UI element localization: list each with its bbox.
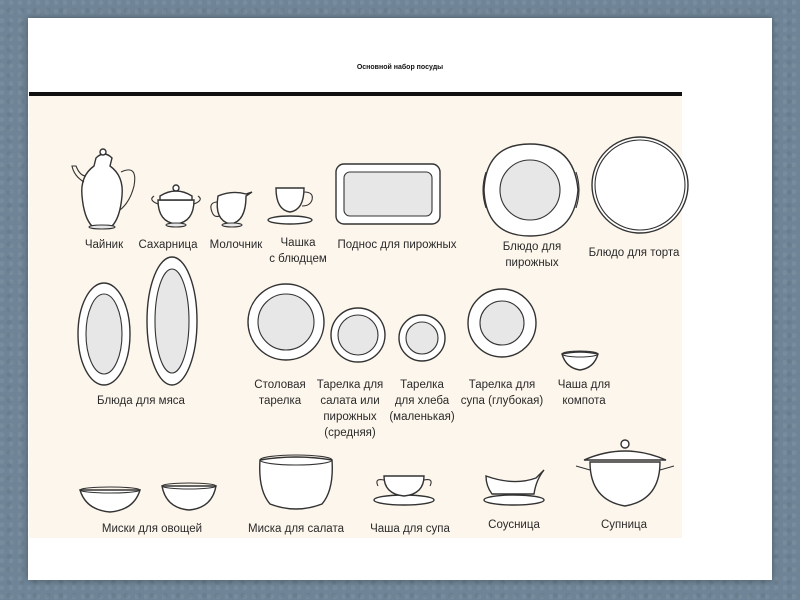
label-dinner-plate-1: Столовая	[254, 379, 306, 391]
dinner-plate-drawing	[248, 284, 324, 360]
label-salad-bowl: Миска для салата	[247, 523, 345, 535]
label-salad-plate-3: пирожных	[323, 411, 377, 423]
label-bread-plate-1: Тарелка	[400, 379, 444, 391]
teapot-drawing	[72, 149, 135, 229]
label-sugar-bowl: Сахарница	[138, 239, 198, 251]
meat-platters-drawing	[78, 257, 197, 385]
label-bread-plate-3: (маленькая)	[389, 411, 455, 423]
pastry-dish-drawing	[483, 144, 579, 236]
label-cake-dish: Блюдо для торта	[588, 247, 680, 259]
label-creamer: Молочник	[209, 239, 263, 251]
label-dinner-plate-2: тарелка	[258, 395, 302, 407]
gravy-boat-drawing	[484, 470, 544, 505]
label-pastry-dish-1: Блюдо для	[502, 241, 562, 253]
soup-cup-drawing	[374, 476, 434, 505]
compote-bowl-drawing	[562, 351, 598, 370]
label-pastry-tray: Поднос для пирожных	[337, 239, 457, 251]
label-salad-plate-1: Тарелка для	[316, 379, 384, 391]
label-compote-bowl-1: Чаша для	[557, 379, 611, 391]
label-bread-plate-2: для хлеба	[394, 395, 450, 407]
sugar-bowl-drawing	[152, 185, 201, 227]
slide-title: Основной набор посуды	[356, 64, 444, 71]
label-cup-saucer-1: Чашка	[280, 237, 316, 249]
bread-plate-drawing	[399, 315, 445, 361]
label-soup-plate-2: супа (глубокая)	[460, 395, 544, 407]
label-soup-cup: Чаша для супа	[370, 523, 450, 535]
label-vegetable-bowls: Миски для овощей	[101, 523, 203, 535]
creamer-drawing	[211, 192, 252, 227]
tureen-drawing	[576, 440, 674, 506]
label-teapot: Чайник	[84, 239, 124, 251]
salad-plate-drawing	[331, 308, 385, 362]
label-soup-plate-1: Тарелка для	[468, 379, 536, 391]
label-gravy-boat: Соусница	[488, 519, 540, 531]
salad-bowl-drawing	[260, 455, 333, 509]
label-salad-plate-4: (средняя)	[324, 427, 376, 439]
label-pastry-dish-2: пирожных	[505, 257, 559, 269]
soup-plate-drawing	[468, 289, 536, 357]
label-compote-bowl-2: компота	[562, 395, 606, 407]
label-salad-plate-2: салата или	[320, 395, 380, 407]
cake-dish-drawing	[592, 137, 688, 233]
label-meat-platters: Блюда для мяса	[97, 395, 185, 407]
pastry-tray-drawing	[336, 164, 440, 224]
cup-saucer-drawing	[268, 188, 312, 224]
vegetable-bowls-drawing	[80, 483, 216, 512]
label-tureen: Супница	[600, 519, 648, 531]
label-cup-saucer-2: с блюдцем	[269, 253, 327, 265]
